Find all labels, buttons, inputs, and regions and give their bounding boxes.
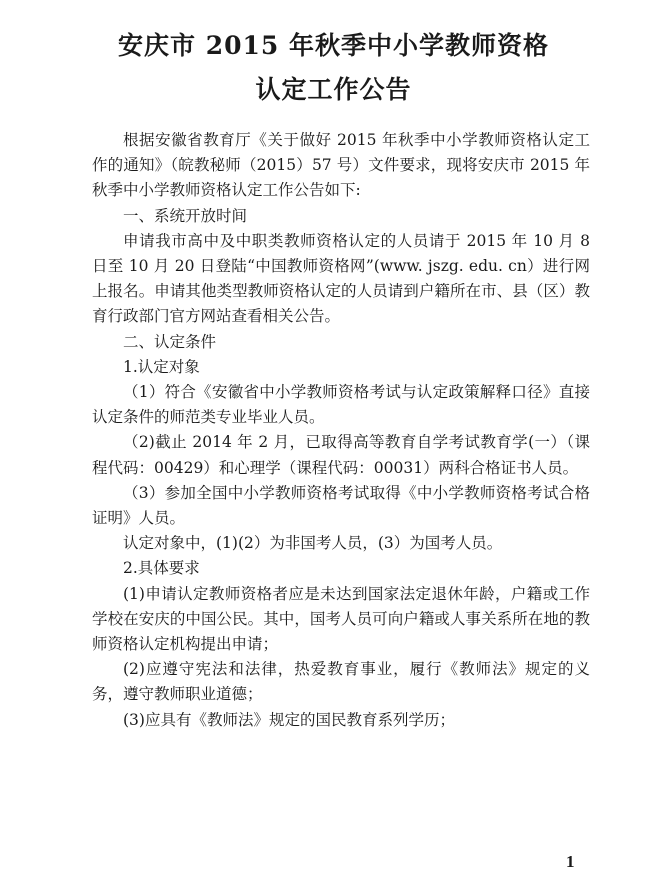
list-item: (2)应遵守宪法和法律，热爱教育事业，履行《教师法》规定的义务，遵守教师职业道德； <box>92 660 590 704</box>
list-item: （1）符合《安徽省中小学教师资格考试与认定政策解释口径》直接认定条件的师范类专业毕业人员。 <box>92 383 590 427</box>
list-item: (1)申请认定教师资格者应是未达到国家法定退休年龄，户籍或工作学校在安庆的中国公民。其中，国考人员可向户籍或人事关系所在地的教师资格认定机构提出申请； <box>92 584 590 654</box>
intro-paragraph: 根据安徽省教育厅《关于做好 2015 年秋季中小学教师资格认定工作的通知》（皖教秘师（2015）57 号）文件要求，现将安庆市 2015 年秋季中小学教师资格认定工作公告如下: <box>92 131 590 200</box>
list-item: （2)截止 2014 年 2 月，已取得高等教育自学考试教育学(一）（课程代码：00429）和心理学（课程代码：00031）两科合格证书人员。 <box>92 433 590 477</box>
page-number: 1 <box>566 852 575 871</box>
document-body <box>92 128 590 733</box>
subheading-specific-requirements: 2.具体要求 <box>123 559 200 578</box>
subheading-certification-targets: 1.认定对象 <box>123 357 200 376</box>
document-title-line-2: 认定工作公告 <box>255 75 412 104</box>
list-item: (3)应具有《教师法》规定的国民教育系列学历； <box>123 710 455 729</box>
list-item: （3）参加全国中小学教师资格考试取得《中小学教师资格考试合格证明》人员。 <box>92 483 590 528</box>
section-heading-system-open-time: 一、系统开放时间 <box>123 206 248 225</box>
targets-summary-paragraph: 认定对象中，(1)(2）为非国考人员，(3）为国考人员。 <box>123 534 503 553</box>
registration-paragraph: 申请我市高中及中职类教师资格认定的人员请于 2015 年 10 月 8 日至 10 月 20 日登陆“中国教师资格网”(www. jszg. edu. cn）进行网上报名。申请其他类型教师资格认定的人员请到户籍所在市、县（区）教育行政部门官方网站查看相关公告。 <box>92 231 590 326</box>
section-heading-certification-conditions: 二、认定条件 <box>123 332 217 351</box>
document-title-line-1: 安庆市 2015 年秋季中小学教师资格 <box>118 31 549 60</box>
